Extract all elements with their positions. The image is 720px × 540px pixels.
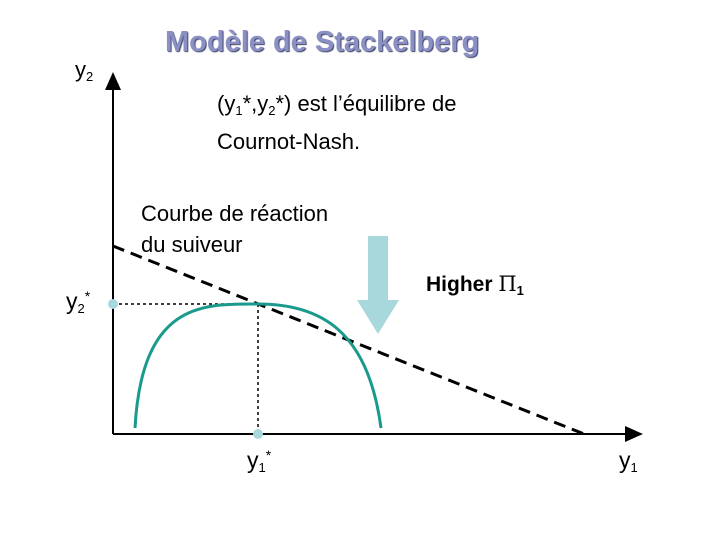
y2-axis-label: $y_2$ xyxy=(75,57,94,84)
reaction-curve-label-line1: Courbe de réaction xyxy=(141,201,329,226)
y1-star-dot xyxy=(253,429,263,439)
reaction-curve-label xyxy=(141,198,328,260)
y1-star-label: $y_1^*$ xyxy=(247,447,272,475)
equilibrium-note-line2: Cournot-Nash. xyxy=(217,129,361,154)
reaction-curve-label-line2: du suiveur xyxy=(141,232,243,257)
y2-star-dot xyxy=(108,299,118,309)
equilibrium-note xyxy=(217,88,456,157)
y1-axis-label: $y_1$ xyxy=(619,447,638,475)
down-arrow-icon xyxy=(357,236,399,334)
higher-profit-label: Higher $\Pi_1$ xyxy=(426,272,524,298)
y2-star-label: $y_2^*$ xyxy=(66,288,91,316)
equilibrium-note-line1: $(y_1*,y_2*)$ est l’équilibre de xyxy=(217,91,457,118)
slide-title: Modèle de Stackelberg xyxy=(165,26,480,58)
